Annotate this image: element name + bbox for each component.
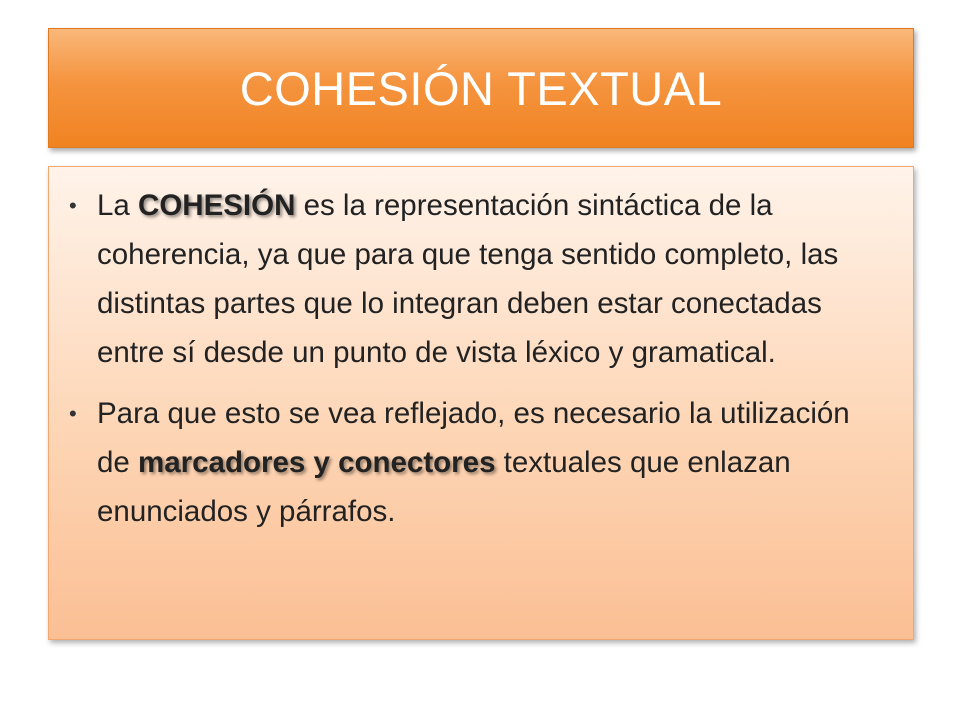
bullet-item-markers bbox=[69, 389, 883, 536]
bullet-text-start: La bbox=[97, 189, 139, 222]
bullet-text-end: es la representación sintáctica de la coherencia, ya que para que tenga sentido completo, las distintas partes que lo integran deben estar conectadas entre sí desde un punto de vista léxico y gramatical. bbox=[97, 189, 839, 369]
title-banner bbox=[48, 28, 914, 148]
bullet-text-start: Para que esto se vea reflejado, es necesario la utilización de bbox=[97, 397, 850, 479]
bullet-item-cohesion bbox=[69, 181, 883, 377]
slide-title: COHESIÓN TEXTUAL bbox=[239, 61, 723, 115]
emphasis-cohesion: COHESIÓN bbox=[138, 189, 296, 222]
bullet-text-end: textuales que enlazan enunciados y párrafos. bbox=[97, 446, 791, 528]
bullet-icon: • bbox=[69, 193, 77, 218]
bullet-icon: • bbox=[69, 401, 77, 426]
bullet-list bbox=[69, 181, 883, 536]
content-panel bbox=[48, 166, 914, 640]
emphasis-markers-connectors: marcadores y conectores bbox=[138, 446, 496, 479]
